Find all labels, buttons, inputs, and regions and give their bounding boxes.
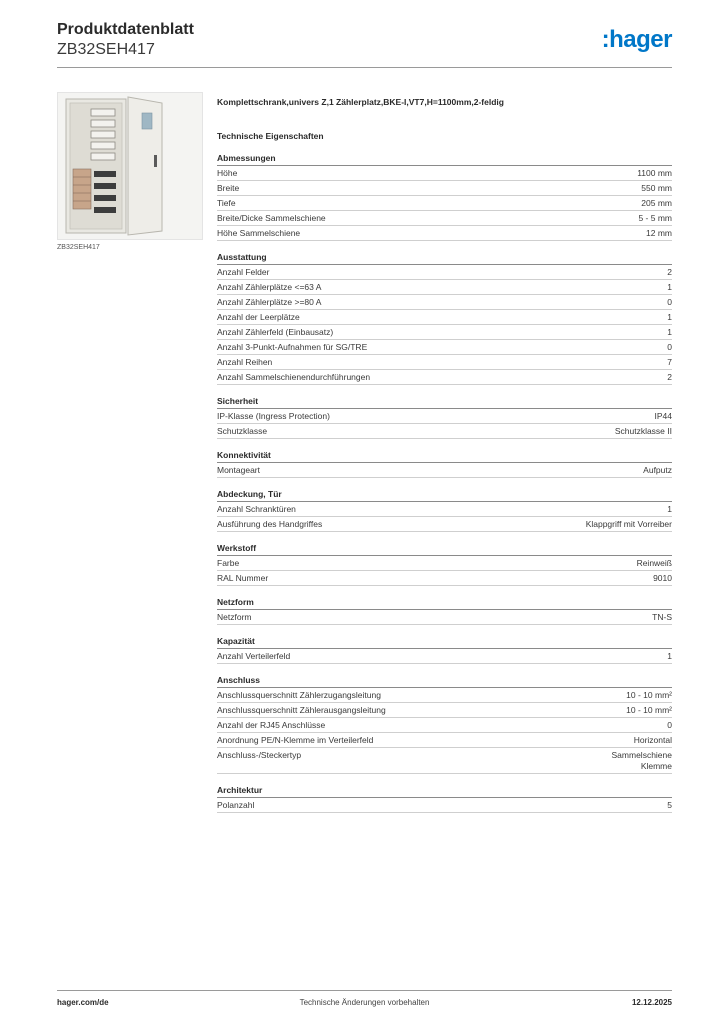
- spec-content: [217, 96, 672, 813]
- spec-label: RAL Nummer: [217, 573, 269, 583]
- spec-section: [217, 488, 672, 532]
- spec-value: 10 - 10 mm²: [626, 690, 672, 700]
- spec-row: [217, 649, 672, 664]
- product-image: [57, 92, 203, 240]
- section-title: Konnektivität: [217, 449, 672, 463]
- spec-row: [217, 325, 672, 340]
- image-caption: ZB32SEH417: [57, 244, 100, 251]
- spec-label: Polanzahl: [217, 800, 255, 810]
- spec-value: 1100 mm: [637, 168, 672, 178]
- spec-section: [217, 152, 672, 241]
- spec-label: Ausführung des Handgriffes: [217, 519, 323, 529]
- spec-value: 0: [667, 297, 672, 307]
- spec-value: Schutzklasse II: [614, 426, 672, 436]
- spec-label: Breite/Dicke Sammelschiene: [217, 213, 326, 223]
- cabinet-illustration: [58, 93, 202, 239]
- spec-label: Anzahl Reihen: [217, 357, 273, 367]
- spec-label: Netzform: [217, 612, 252, 622]
- spec-row: [217, 211, 672, 226]
- spec-sections: [217, 152, 672, 813]
- section-title: Werkstoff: [217, 542, 672, 556]
- spec-value: 5 - 5 mm: [638, 213, 672, 223]
- page-title: Produktdatenblatt: [57, 21, 194, 38]
- spec-row: [217, 340, 672, 355]
- spec-value: Klappgriff mit Vorreiber: [585, 519, 672, 529]
- spec-row: [217, 196, 672, 211]
- spec-label: Anschlussquerschnitt Zählerausgangsleitung: [217, 705, 386, 715]
- spec-value: Reinweiß: [636, 558, 672, 568]
- spec-row: [217, 226, 672, 241]
- spec-label: Anschlussquerschnitt Zählerzugangsleitung: [217, 690, 381, 700]
- spec-row: [217, 370, 672, 385]
- product-code: ZB32SEH417: [57, 41, 155, 58]
- footer-disclaimer: Technische Änderungen vorbehalten: [299, 998, 430, 1007]
- spec-section: [217, 596, 672, 625]
- spec-value: Sammelschiene Klemme: [611, 750, 672, 771]
- spec-value: 2: [667, 372, 672, 382]
- spec-value: Horizontal: [633, 735, 672, 745]
- spec-row: [217, 463, 672, 478]
- product-description: Komplettschrank,univers Z,1 Zählerplatz,BKE-I,VT7,H=1100mm,2-feldig: [217, 97, 504, 107]
- spec-row: [217, 355, 672, 370]
- spec-label: Anzahl 3-Punkt-Aufnahmen für SG/TRE: [217, 342, 368, 352]
- spec-row: [217, 703, 672, 718]
- spec-row: [217, 181, 672, 196]
- spec-label: Höhe Sammelschiene: [217, 228, 301, 238]
- spec-row: [217, 610, 672, 625]
- spec-value: 0: [667, 342, 672, 352]
- footer-website: hager.com/de: [57, 998, 109, 1007]
- spec-label: Anschluss-/Steckertyp: [217, 750, 302, 760]
- section-title: Architektur: [217, 784, 672, 798]
- spec-value: Aufputz: [643, 465, 672, 475]
- spec-label: Montageart: [217, 465, 260, 475]
- spec-section: [217, 635, 672, 664]
- spec-row: [217, 748, 672, 774]
- spec-value: IP44: [654, 411, 672, 421]
- spec-value: 12 mm: [646, 228, 672, 238]
- section-title: Abdeckung, Tür: [217, 488, 672, 502]
- page-header: [57, 20, 672, 60]
- spec-label: Anzahl Zählerfeld (Einbausatz): [217, 327, 334, 337]
- spec-label: Farbe: [217, 558, 240, 568]
- footer-divider: [57, 990, 672, 991]
- spec-row: [217, 718, 672, 733]
- spec-value: 2: [667, 267, 672, 277]
- spec-value: 5: [667, 800, 672, 810]
- logo-text: hager: [609, 26, 672, 53]
- spec-value: 1: [667, 504, 672, 514]
- spec-section: [217, 542, 672, 586]
- spec-row: [217, 556, 672, 571]
- spec-label: Breite: [217, 183, 240, 193]
- spec-row: [217, 166, 672, 181]
- spec-label: IP-Klasse (Ingress Protection): [217, 411, 330, 421]
- spec-label: Schutzklasse: [217, 426, 268, 436]
- section-title: Netzform: [217, 596, 672, 610]
- spec-row: [217, 502, 672, 517]
- section-title: Anschluss: [217, 674, 672, 688]
- spec-section: [217, 251, 672, 385]
- spec-row: [217, 310, 672, 325]
- spec-row: [217, 265, 672, 280]
- spec-value: 1: [667, 327, 672, 337]
- spec-row: [217, 688, 672, 703]
- spec-row: [217, 409, 672, 424]
- spec-value: 1: [667, 282, 672, 292]
- header-divider: [57, 67, 672, 68]
- hager-logo: :hager: [601, 26, 672, 53]
- spec-value: TN-S: [652, 612, 672, 622]
- spec-section: [217, 674, 672, 774]
- spec-row: [217, 280, 672, 295]
- spec-value: 205 mm: [641, 198, 672, 208]
- spec-label: Höhe: [217, 168, 238, 178]
- spec-section: [217, 784, 672, 813]
- spec-label: Anzahl der Leerplätze: [217, 312, 300, 322]
- spec-value: 1: [667, 651, 672, 661]
- spec-value: 10 - 10 mm²: [626, 705, 672, 715]
- spec-value: 9010: [653, 573, 672, 583]
- spec-label: Anzahl Verteilerfeld: [217, 651, 291, 661]
- spec-label: Anzahl Zählerplätze >=80 A: [217, 297, 322, 307]
- spec-label: Anordnung PE/N-Klemme im Verteilerfeld: [217, 735, 374, 745]
- spec-label: Anzahl Felder: [217, 267, 270, 277]
- spec-label: Anzahl Zählerplätze <=63 A: [217, 282, 322, 292]
- tech-properties-heading: Technische Eigenschaften: [217, 131, 324, 141]
- spec-section: [217, 395, 672, 439]
- spec-row: [217, 424, 672, 439]
- footer-date: 12.12.2025: [631, 998, 672, 1007]
- spec-row: [217, 517, 672, 532]
- spec-value: 1: [667, 312, 672, 322]
- spec-label: Anzahl Sammelschienendurchführungen: [217, 372, 371, 382]
- spec-label: Anzahl Schranktüren: [217, 504, 296, 514]
- spec-row: [217, 798, 672, 813]
- spec-label: Tiefe: [217, 198, 236, 208]
- spec-value: 0: [667, 720, 672, 730]
- spec-label: Anzahl der RJ45 Anschlüsse: [217, 720, 326, 730]
- spec-value: 7: [667, 357, 672, 367]
- section-title: Ausstattung: [217, 251, 672, 265]
- spec-section: [217, 449, 672, 478]
- spec-row: [217, 295, 672, 310]
- spec-row: [217, 571, 672, 586]
- section-title: Kapazität: [217, 635, 672, 649]
- section-title: Abmessungen: [217, 152, 672, 166]
- spec-row: [217, 733, 672, 748]
- spec-value: 550 mm: [641, 183, 672, 193]
- section-title: Sicherheit: [217, 395, 672, 409]
